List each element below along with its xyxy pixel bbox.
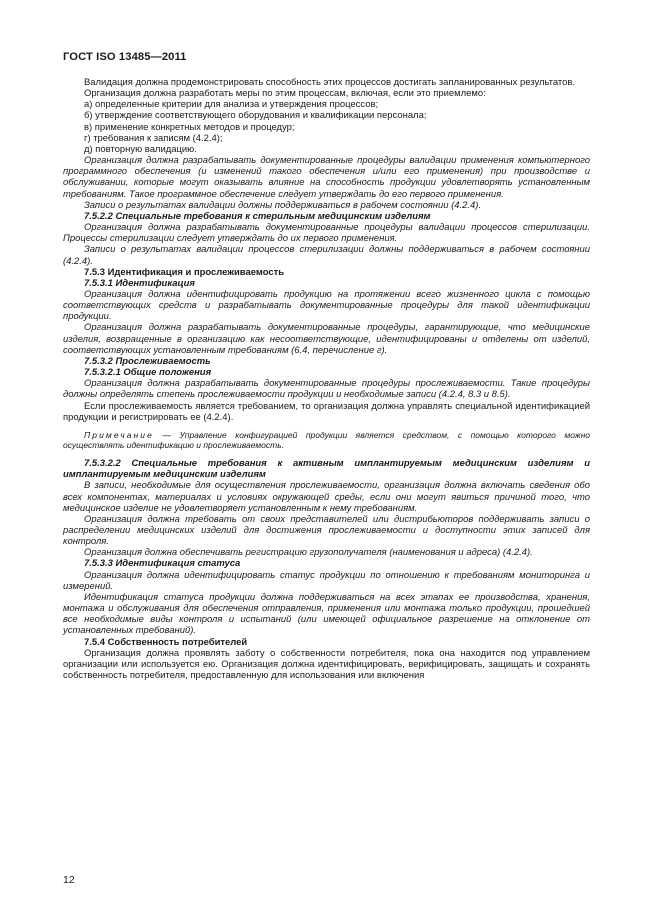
paragraph: Идентификация статуса продукции должна поддерживаться на всех этапах ее производства, хранения, монтажа и обслуживания для обеспечения отправления, применения или монтажа только продукции, прошедшей все необходимые виды контроля и испытаний (или имеющей официальное разрешение на отклонение от установленных требований). xyxy=(63,591,590,637)
paragraph: Записи о результатах валидации должны поддерживаться в рабочем состоянии (4.2.4). xyxy=(84,199,482,211)
section-heading: 7.5.3.2.2 Специальные требования к активным имплантируемым медицинским изделиям и имплантируемым медицинским изделиям xyxy=(63,458,590,481)
paragraph: Организация должна идентифицировать статус продукции по отношению к требованиям мониторинга и измерений. xyxy=(63,569,590,592)
note-label: Примечание xyxy=(84,429,154,440)
list-item: д) повторную валидацию. xyxy=(84,143,197,155)
list-item: в) применение конкретных методов и процедур; xyxy=(84,121,295,133)
section-heading: 7.5.4 Собственность потребителей xyxy=(84,636,248,648)
section-heading: 7.5.3.2 Прослеживаемость xyxy=(84,355,211,367)
paragraph: Организация должна требовать от своих представителей или дистрибьюторов поддерживать записи о распределении медицинских изделий для достижения прослеживаемости и доступности этих записей для контроля. xyxy=(63,513,590,548)
section-heading: 7.5.3.3 Идентификация статуса xyxy=(84,558,241,570)
paragraph: Организация должна разработать меры по этим процессам, включая, если это приемлемо: xyxy=(84,88,486,100)
paragraph: Записи о результатах валидации процессов стерилизации должны поддерживаться в рабочем состоянии (4.2.4). xyxy=(63,244,590,267)
section-heading: 7.5.3.1 Идентификация xyxy=(84,277,195,289)
paragraph: Если прослеживаемость является требованием, то организация должна управлять специальной идентификацией продукции и регистрировать ее (4.2.4). xyxy=(63,400,590,423)
paragraph: Организация должна разрабатывать документированные процедуры, гарантирующие, что медицинские изделия, возвращенные в организацию как несоответствующие, идентифицированы и отделены от изделий, соответствующих установленным требованиям (6.4, перечисление г). xyxy=(63,322,590,356)
list-item: г) требования к записям (4.2.4); xyxy=(84,132,223,144)
paragraph: Организация должна идентифицировать продукцию на протяжении всего жизненного цикла с помощью соответствующих средств и разрабатывать документированные процедуры для такой идентификации продукции. xyxy=(63,288,590,323)
paragraph: Организация должна проявлять заботу о собственности потребителя, пока она находится под управлением организации или используется ею. Организация должна идентифицировать, верифицировать, защищать и сохранять собственность потребителя, предоставленную для использования или включения xyxy=(63,647,590,681)
list-item: б) утверждение соответствующего оборудования и квалификации персонала; xyxy=(84,110,427,122)
note-text: — Управление конфигурацией продукции является средством, с помощью которого можно осуществлять идентификацию и прослеживаемость. xyxy=(63,429,590,451)
document-header: ГОСТ ISO 13485—2011 xyxy=(63,51,187,63)
paragraph: В записи, необходимые для осуществления прослеживаемости, организация должна включать сведения обо всех компонентах, материалах и условиях окружающей среды, если они могут явиться причиной того, что медицинское изделие не удовлетворяет установленным к нему требованиям. xyxy=(63,480,590,514)
section-heading: 7.5.3 Идентификация и прослеживаемость xyxy=(84,266,285,278)
paragraph: Организация должна разрабатывать документированные процедуры прослеживаемости. Такие процедуры должны определять степень прослеживаемости продукции и необходимые записи (4.2.4, 8.3 и 8.5). xyxy=(63,378,590,401)
page-body xyxy=(63,77,590,681)
section-heading: 7.5.2.2 Специальные требования к стерильным медицинским изделиям xyxy=(84,210,431,222)
section-heading: 7.5.3.2.1 Общие положения xyxy=(84,367,212,379)
page-number: 12 xyxy=(63,874,75,886)
paragraph: Организация должна разрабатывать документированные процедуры валидации процессов стерилизации. Процессы стерилизации следует утверждать до их первого применения. xyxy=(63,222,590,245)
paragraph: Валидация должна продемонстрировать способность этих процессов достигать запланированных результатов. xyxy=(84,77,576,88)
paragraph: Организация должна обеспечивать регистрацию грузополучателя (наименования и адреса) (4.2.4). xyxy=(84,547,533,559)
paragraph: Организация должна разрабатывать документированные процедуры валидации применения компьютерного программного обеспечения (и изменений такого обеспечения и/или его применения) при производстве и обслуживании, которые могут оказывать влияние на способность продукции удовлетворять установленным требованиям. Такое программное обеспечение следует утверждать до его первого применения. xyxy=(63,155,590,200)
note xyxy=(63,430,590,451)
list-item: а) определенные критерии для анализа и утверждения процессов; xyxy=(84,99,379,111)
